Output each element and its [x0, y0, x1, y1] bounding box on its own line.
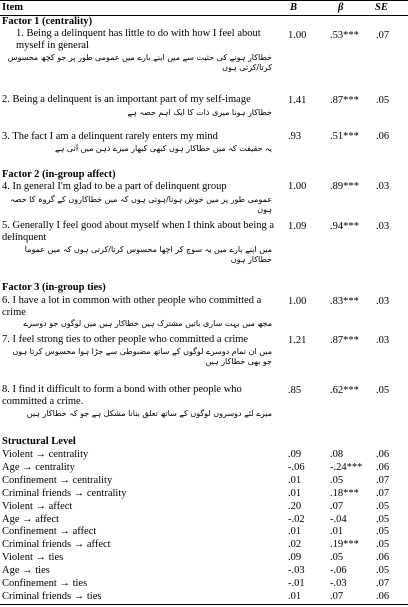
item-8-text: 8. I find it difficult to form a bond with other people who committed a crime. [2, 384, 242, 407]
table-header [0, 0, 408, 16]
structural-se: .07 [376, 578, 390, 589]
structural-se: .05 [376, 513, 390, 525]
item-5-b: 1.09 [288, 221, 307, 232]
item-7-urdu: میں ان تمام دوسرے لوگوں کے ساتھ مضبوطی سے جڑا ہوا محسوس کرتا ہوں جو بھی خطاکار ہیں [12, 347, 272, 366]
structural-se: .05 [376, 539, 390, 551]
structural-se: .06 [376, 449, 390, 460]
structural-se: .05 [376, 526, 390, 538]
item-8-b: .85 [288, 385, 302, 396]
structural-b: .09 [288, 552, 302, 564]
structural-beta: -.06 [330, 565, 347, 577]
structural-se: .06 [376, 552, 390, 564]
bottom-rule [0, 604, 408, 605]
structural-path-label: Violent → affect [2, 500, 73, 512]
item-2-text: 2. Being a delinquent is an important part of my self-image [2, 94, 251, 105]
structural-beta: .05 [330, 474, 344, 486]
structural-path-label: Violent → ties [2, 552, 64, 564]
item-4-beta: .89*** [330, 181, 359, 192]
item-1-beta: .53*** [330, 30, 359, 41]
structural-path-label: Confinement → ties [2, 578, 88, 589]
structural-path-label: Criminal friends → centrality [2, 487, 127, 499]
structural-path-label: Criminal friends → ties [2, 590, 102, 602]
item-3-b: .93 [288, 131, 302, 142]
structural-beta: -.03 [330, 578, 347, 589]
structural-beta: .08 [330, 449, 344, 460]
item-5-se: .03 [376, 221, 390, 232]
factor-2-title: Factor 2 (in-group affect) [2, 169, 116, 180]
item-4-text: 4. In general I'm glad to be a part of delinquent group [2, 181, 227, 192]
structural-beta: .18*** [330, 487, 359, 499]
header-b: B [290, 2, 298, 13]
structural-beta: -.04 [330, 513, 347, 525]
factor-3-title: Factor 3 (in-group ties) [2, 282, 106, 293]
item-6-urdu: مجھ میں بہت ساری باتیں مشترک ہیں خطاکار ہیں میں لوگوں جو دوسرے [23, 319, 272, 328]
structural-se: .07 [376, 487, 390, 499]
header-beta: β [338, 2, 344, 13]
structural-path-label: Criminal friends → affect [2, 539, 111, 551]
structural-b: .01 [288, 526, 302, 538]
item-3-urdu: یہ حقیقت کہ میں خطاکار ہوں کبھی کبھار میرے ذہن میں آتی ہے [55, 144, 272, 153]
item-4-urdu: عمومی طور پر میں خوش ہوتا/ہوتی ہوں کہ میں خطاکاروں کے گروہ کا حصہ ہوں [10, 195, 272, 214]
structural-path-label: Age → centrality [2, 461, 75, 473]
structural-path-label: Violent → centrality [2, 449, 89, 460]
item-8-se: .05 [376, 385, 390, 396]
structural-path-label: Confinement → centrality [2, 474, 113, 486]
item-6-beta: .83*** [330, 296, 359, 307]
item-1-se: .07 [376, 30, 390, 41]
structural-b: -.01 [288, 578, 305, 589]
item-2-se: .05 [376, 95, 390, 106]
structural-se: .06 [376, 461, 390, 473]
structural-b: .20 [288, 500, 302, 512]
item-4-b: 1.00 [288, 181, 307, 192]
structural-beta: .01 [330, 526, 344, 538]
structural-b: -.02 [288, 513, 305, 525]
item-1-urdu: خطاکار ہونے کی حثیت سے میں اپنے بارے میں عمومی طور پر جو کچھ محسوس کرتا/کرتی ہوں [7, 53, 272, 72]
item-7-se: .03 [376, 335, 390, 346]
structural-title: Structural Level [2, 436, 76, 447]
item-7-text: 7. I feel strong ties to other people who committed a crime [2, 334, 249, 345]
structural-path-label: Age → ties [2, 565, 50, 577]
structural-beta: -.24*** [330, 461, 363, 473]
item-6-b: 1.00 [288, 296, 307, 307]
structural-path-label: Age → affect [2, 513, 59, 525]
item-1-text: 1. Being a delinquent has little to do with how I feel about myself in general [16, 28, 261, 51]
item-3-se: .06 [376, 131, 390, 142]
item-8-urdu: میرے لئے دوسروں لوگوں کے ساتھ تعلق بنانا مشکل ہے جو کہ خطاکار ہیں [26, 409, 272, 418]
item-2-b: 1.41 [288, 95, 307, 106]
factor-1-title: Factor 1 (centrality) [2, 16, 93, 27]
item-1-b: 1.00 [288, 30, 307, 41]
structural-se: .06 [376, 590, 390, 602]
header-se: SE [375, 2, 388, 13]
item-3-text: 3. The fact I am a delinquent rarely enters my mind [2, 131, 218, 142]
item-2-urdu: خطاکار ہونا میری ذات کا ایک اہم حصہ ہے [127, 108, 272, 117]
structural-b: .09 [288, 449, 302, 460]
structural-beta: .05 [330, 552, 344, 564]
header-item: Item [2, 2, 23, 13]
item-7-beta: .87*** [330, 335, 359, 346]
structural-beta: .07 [330, 590, 344, 602]
structural-b: .01 [288, 487, 302, 499]
structural-b: .02 [288, 539, 302, 551]
structural-se: .05 [376, 565, 390, 577]
structural-b: .01 [288, 590, 302, 602]
structural-b: -.06 [288, 461, 305, 473]
structural-b: .01 [288, 474, 302, 486]
structural-path-label: Confinement → affect [2, 526, 97, 538]
structural-beta: .19*** [330, 539, 359, 551]
item-8-beta: .62*** [330, 385, 359, 396]
structural-se: .05 [376, 500, 390, 512]
structural-beta: .07 [330, 500, 344, 512]
structural-se: .07 [376, 474, 390, 486]
item-6-text: 6. I have a lot in common with other people who committed a crime [2, 295, 262, 318]
item-4-se: .03 [376, 181, 390, 192]
item-7-b: 1.21 [288, 335, 307, 346]
item-2-beta: .87*** [330, 95, 359, 106]
item-5-urdu: میں اپنے بارے میں یہ سوچ کر اچھا محسوس کرتا/کرتی ہوں کہ میں عموماً خطاکار ہوں [24, 245, 272, 264]
item-5-text: 5. Generally I feel good about myself when I think about being a delinquent [2, 220, 275, 243]
item-3-beta: .51*** [330, 131, 359, 142]
item-6-se: .03 [376, 296, 390, 307]
structural-b: -.03 [288, 565, 305, 577]
item-5-beta: .94*** [330, 221, 359, 232]
